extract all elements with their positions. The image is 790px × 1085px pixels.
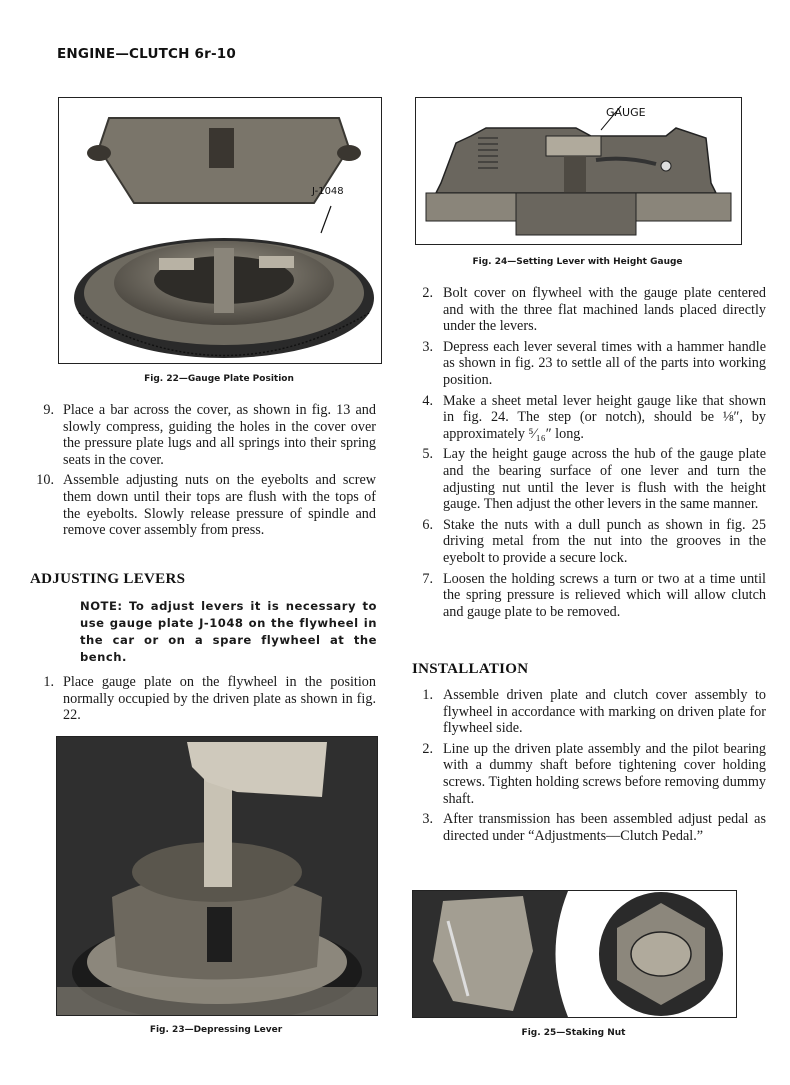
step-10: 10. Assemble adjusting nuts on the eyebolts and screw them down until their tops are flush with the tops of the eyebolts. Slowly release pressure of spindle and remove cover assembly from press. bbox=[36, 472, 376, 539]
step-6: 6. Stake the nuts with a dull punch as shown in fig. 25 driving metal from the nut into the grooves in the eyebolt to provide a secure lock. bbox=[422, 516, 766, 566]
step-7: 7. Loosen the holding screws a turn or two at a time until the spring pressure is relieved which will allow clutch and gauge plate to be removed. bbox=[422, 570, 766, 620]
left-adjusting-steps bbox=[26, 674, 376, 728]
figure-25-staking-nut-photo bbox=[412, 890, 737, 1018]
figure-23-caption: Fig. 23—Depressing Lever bbox=[149, 1025, 283, 1035]
step-9: 9. Place a bar across the cover, as shown in fig. 13 and slowly compress, guiding the holes in the cover over the pressure plate lugs and all springs into their spring seats in the cover. bbox=[43, 402, 376, 468]
figure-22-gauge-plate-photo bbox=[58, 97, 382, 364]
step-5: 5. Lay the height gauge across the hub of the gauge plate and the bearing surface of one lever and turn the adjusting nut until the lever is flush with the height gauge. Then adjust the other levers in the same manner. bbox=[422, 446, 766, 513]
depressing-lever-illustration bbox=[57, 737, 377, 1015]
step-1: 1. Place gauge plate on the flywheel in the position normally occupied by the driven plate as shown in fig. 22. bbox=[43, 674, 376, 724]
figure-24-height-gauge-diagram bbox=[415, 97, 742, 245]
left-steps-continued bbox=[26, 402, 376, 543]
step-3: 3. Depress each lever several times with a hammer handle as shown in fig. 23 to settle all of the parts into working position. bbox=[422, 338, 766, 388]
installation-step-2: 2. Line up the driven plate assembly and the pilot bearing with a dummy shaft before tightening cover holding screws. Tighten holding screws before removing dummy shaft. bbox=[422, 740, 766, 807]
step-4: 4. Make a sheet metal lever height gauge like that shown in fig. 24. The step (or notch), should be ⅛″, by approximately ⁵⁄₁₆″ long. bbox=[422, 392, 766, 442]
figure-25-caption: Fig. 25—Staking Nut bbox=[521, 1028, 626, 1038]
callout-gauge: GAUGE bbox=[606, 106, 646, 119]
installation-step-1: 1. Assemble driven plate and clutch cover assembly to flywheel in accordance with marking on driven plate for flywheel side. bbox=[422, 687, 766, 737]
installation-step-3: 3. After transmission has been assembled adjust pedal as directed under “Adjustments—Clutch Pedal.” bbox=[422, 811, 766, 844]
staking-nut-illustration bbox=[413, 891, 736, 1017]
heading-adjusting-levers: ADJUSTING LEVERS bbox=[30, 571, 186, 587]
callout-j1048: J-1048 bbox=[312, 186, 344, 197]
clutch-flywheel-illustration bbox=[59, 98, 381, 363]
figure-22-caption: Fig. 22—Gauge Plate Position bbox=[144, 374, 294, 384]
right-adjusting-steps bbox=[413, 285, 766, 624]
height-gauge-cross-section bbox=[416, 98, 741, 244]
note-gauge-plate: NOTE: To adjust levers it is necessary to use gauge plate J-1048 on the flywheel in the car or on a spare flywheel at the bench. bbox=[80, 599, 377, 664]
installation-steps bbox=[413, 687, 766, 848]
figure-23-depressing-lever-photo bbox=[56, 736, 378, 1016]
figure-24-caption: Fig. 24—Setting Lever with Height Gauge bbox=[472, 257, 683, 267]
running-head: ENGINE—CLUTCH 6r-10 bbox=[57, 46, 236, 62]
step-2: 2. Bolt cover on flywheel with the gauge plate centered and with the three flat machined lands placed directly under the levers. bbox=[422, 285, 766, 335]
heading-installation: INSTALLATION bbox=[412, 661, 529, 677]
